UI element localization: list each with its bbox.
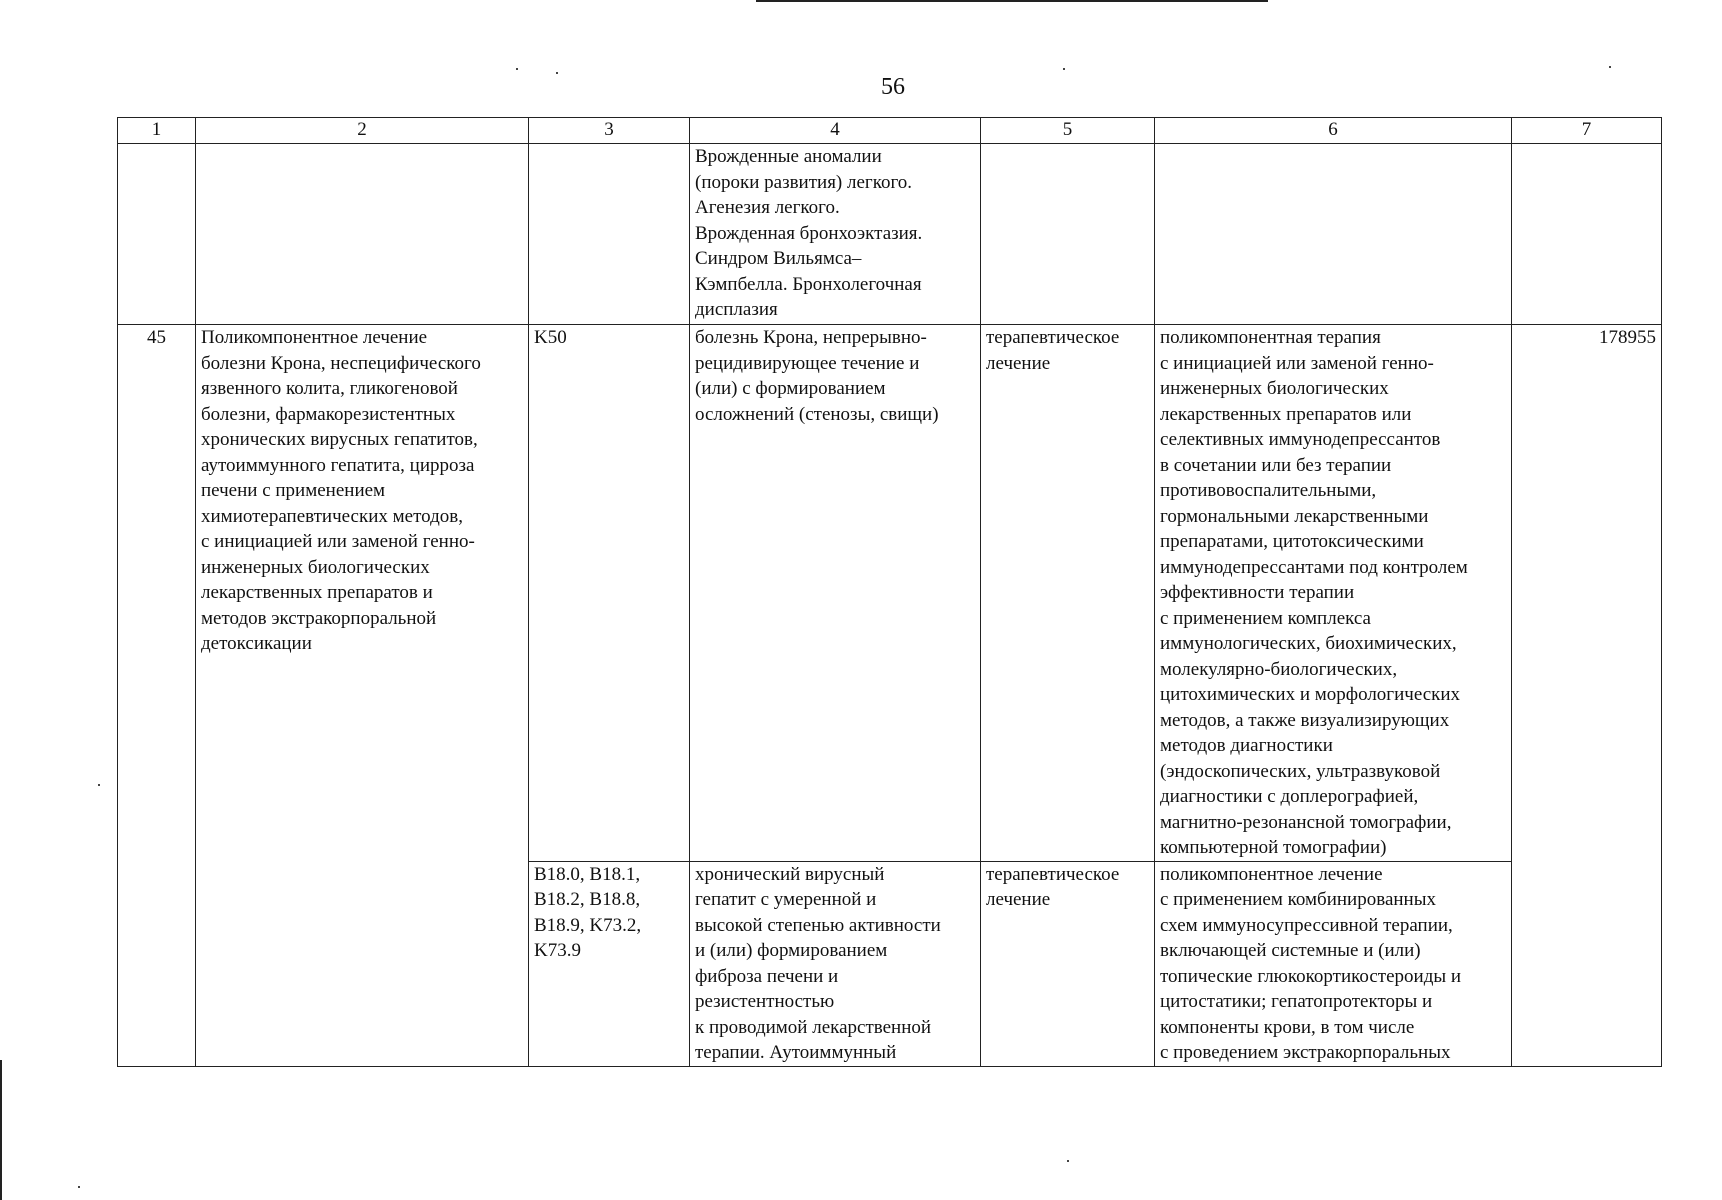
services-table (117, 117, 1662, 1067)
scan-left-edge (0, 1060, 2, 1200)
header-cell: 3 (529, 118, 690, 144)
cell-disease-model: Врожденные аномалии (пороки развития) легкого. Агенезия легкого. Врожденная бронхоэктазия. Синдром Вильямса– Кэмпбелла. Бронхолегочная дисплазия (690, 144, 981, 325)
scan-speck (78, 1186, 80, 1188)
cell-icd-codes: B18.0, B18.1, B18.2, B18.8, B18.9, K73.2, K73.9 (529, 861, 690, 1066)
header-cell: 2 (196, 118, 529, 144)
cell-empty (1155, 144, 1512, 325)
cell-empty (529, 144, 690, 325)
cell-row-number: 45 (118, 325, 196, 1067)
header-cell: 6 (1155, 118, 1512, 144)
scan-speck (1063, 68, 1065, 70)
scan-speck (1067, 1160, 1069, 1162)
cell-empty (1512, 144, 1662, 325)
header-cell: 5 (981, 118, 1155, 144)
cell-empty (196, 144, 529, 325)
header-cell: 7 (1512, 118, 1662, 144)
table-row-continuation (118, 144, 1662, 325)
header-cell: 4 (690, 118, 981, 144)
cell-norm-cost: 178955 (1512, 325, 1662, 1067)
page-number: 56 (881, 74, 905, 100)
scan-speck (1609, 66, 1611, 68)
cell-treatment-method: поликомпонентное лечение с применением комбинированных схем иммуносупрессивной терапии, включающей системные и (или) топические глюкокортикостероиды и цитостатики; гепатопротекторы и компоненты крови, в том числе с проведением экстракорпоральных (1155, 861, 1512, 1066)
scan-speck (98, 784, 100, 786)
cell-treatment-type: терапевтическое лечение (981, 861, 1155, 1066)
cell-empty (118, 144, 196, 325)
cell-service-name: Поликомпонентное лечение болезни Крона, неспецифического язвенного колита, гликогеновой болезни, фармакорезистентных хронических вирусных гепатитов, аутоиммунного гепатита, цирроза печени с применением химиотерапевтических методов, с инициацией или заменой генно- инженерных биологических лекарственных препаратов и методов экстракорпоральной детоксикации (196, 325, 529, 1067)
scan-top-line (756, 0, 1268, 2)
cell-treatment-type: терапевтическое лечение (981, 325, 1155, 862)
header-cell: 1 (118, 118, 196, 144)
cell-disease-model: болезнь Крона, непрерывно- рецидивирующее течение и (или) с формированием осложнений (стенозы, свищи) (690, 325, 981, 862)
table-row-45 (118, 325, 1662, 862)
cell-disease-model: хронический вирусный гепатит с умеренной и высокой степенью активности и (или) формированием фиброза печени и резистентностью к проводимой лекарственной терапии. Аутоиммунный (690, 861, 981, 1066)
scan-speck (516, 68, 518, 70)
cell-treatment-method: поликомпонентная терапия с инициацией или заменой генно- инженерных биологических лекарственных препаратов или селективных иммунодепрессантов в сочетании или без терапии противовоспалительными, гормональными лекарственными препаратами, цитотоксическими иммунодепрессантами под контролем эффективности терапии с применением комплекса иммунологических, биохимических, молекулярно-биологических, цитохимических и морфологических методов, а также визуализирующих методов диагностики (эндоскопических, ультразвуковой диагностики с доплерографией, магнитно-резонансной томографии, компьютерной томографии) (1155, 325, 1512, 862)
cell-icd-codes: K50 (529, 325, 690, 862)
header-row (118, 118, 1662, 144)
cell-empty (981, 144, 1155, 325)
